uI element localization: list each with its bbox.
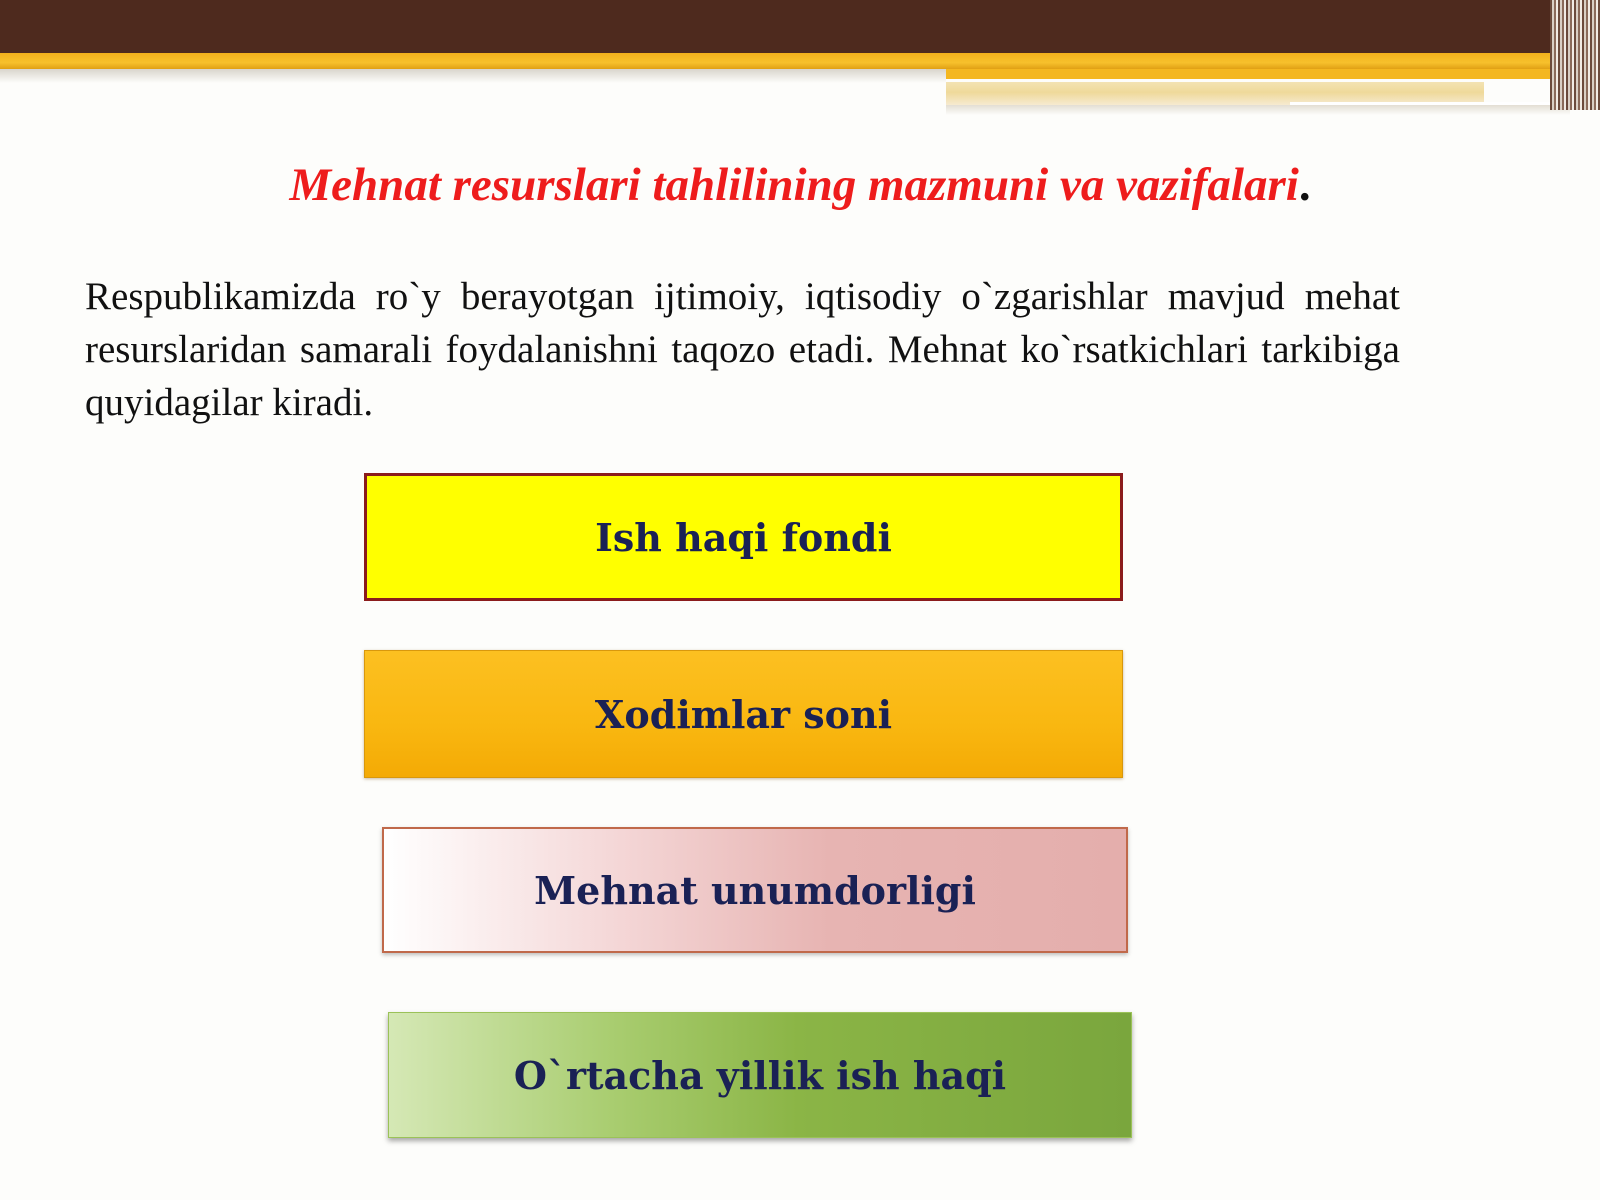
indicator-box-average-annual-wage <box>388 1012 1132 1138</box>
slide-title <box>0 158 1600 212</box>
header-shadow-left <box>0 69 946 83</box>
slide-title-period: . <box>1298 159 1311 211</box>
indicator-box-wage-fund <box>364 473 1123 601</box>
header-bar <box>0 0 1600 53</box>
header-gold-stripe-right <box>946 69 1570 79</box>
slide-title-text: Mehnat resurslari tahlilining mazmuni va vazifalari <box>289 159 1299 211</box>
header-gold-stripe <box>0 53 1570 69</box>
indicator-box-label: O`rtacha yillik ish haqi <box>513 1052 1007 1098</box>
header-shadow-right <box>946 105 1570 115</box>
indicator-box-label: Mehnat unumdorligi <box>534 867 976 913</box>
indicator-box-labor-productivity <box>382 827 1128 953</box>
indicator-box-label: Xodimlar soni <box>594 691 893 737</box>
header-corner-ribbon <box>1550 0 1600 110</box>
indicator-box-label: Ish haqi fondi <box>595 514 892 560</box>
indicator-box-employee-count <box>364 650 1123 778</box>
slide-body-text: Respublikamizda ro`y berayotgan ijtimoiy, iqtisodiy o`zgarishlar mavjud mehat resurslaridan samarali foydalanishni taqozo etadi. Mehnat ko`rsatkichlari tarkibiga quyidagilar kiradi. <box>85 275 1400 424</box>
